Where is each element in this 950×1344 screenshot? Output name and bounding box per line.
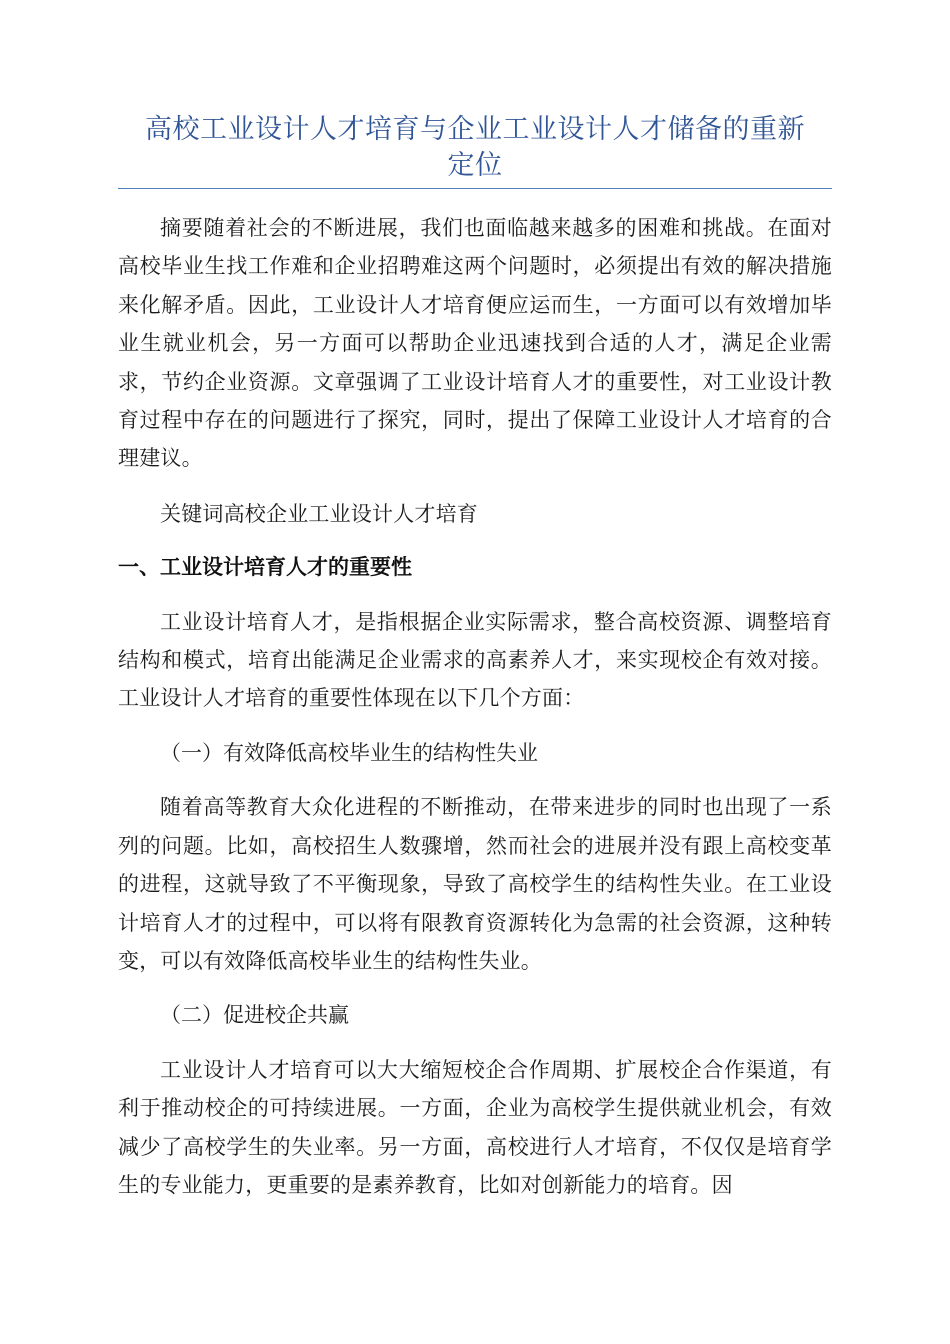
section-1-heading: 一、工业设计培育人才的重要性 [118,555,412,580]
title-line-2: 定位 [447,150,503,181]
section-1-intro: 工业设计培育人才，是指根据企业实际需求，整合高校资源、调整培育结构和模式，培育出能满足企业需求的高素养人才，来实现校企有效对接。工业设计人才培育的重要性体现在以下几个方面： [118,609,832,711]
subsection-2-body: 工业设计人才培育可以大大缩短校企合作周期、扩展校企合作渠道，有利于推动校企的可持续进展。一方面，企业为高校学生提供就业机会，有效减少了高校学生的失业率。另一方面，高校进行人才培育，不仅仅是培育学生的专业能力，更重要的是素养教育，比如对创新能力的培育。因 [118,1057,832,1197]
subsection-1-body: 随着高等教育大众化进程的不断推动，在带来进步的同时也出现了一系列的问题。比如，高校招生人数骤增，然而社会的进展并没有跟上高校变革的进程，这就导致了不平衡现象，导致了高校学生的结构性失业。在工业设计培育人才的过程中，可以将有限教育资源转化为急需的社会资源，这种转变，可以有效降低高校毕业生的结构性失业。 [118,795,832,973]
document-title [118,112,832,189]
title-line-1: 高校工业设计人才培育与企业工业设计人才储备的重新 [145,114,805,145]
subsection-2-heading: （二）促进校企共赢 [160,1003,349,1028]
subsection-1-heading: （一）有效降低高校毕业生的结构性失业 [160,740,538,765]
abstract-paragraph: 摘要随着社会的不断进展，我们也面临越来越多的困难和挑战。在面对高校毕业生找工作难和企业招聘难这两个问题时，必须提出有效的解决措施来化解矛盾。因此，工业设计人才培育便应运而生，一方面可以有效增加毕业生就业机会，另一方面可以帮助企业迅速找到合适的人才，满足企业需求，节约企业资源。文章强调了工业设计培育人才的重要性，对工业设计教育过程中存在的问题进行了探究，同时，提出了保障工业设计人才培育的合理建议。 [118,216,832,471]
keywords-line: 关键词高校企业工业设计人才培育 [160,501,478,526]
